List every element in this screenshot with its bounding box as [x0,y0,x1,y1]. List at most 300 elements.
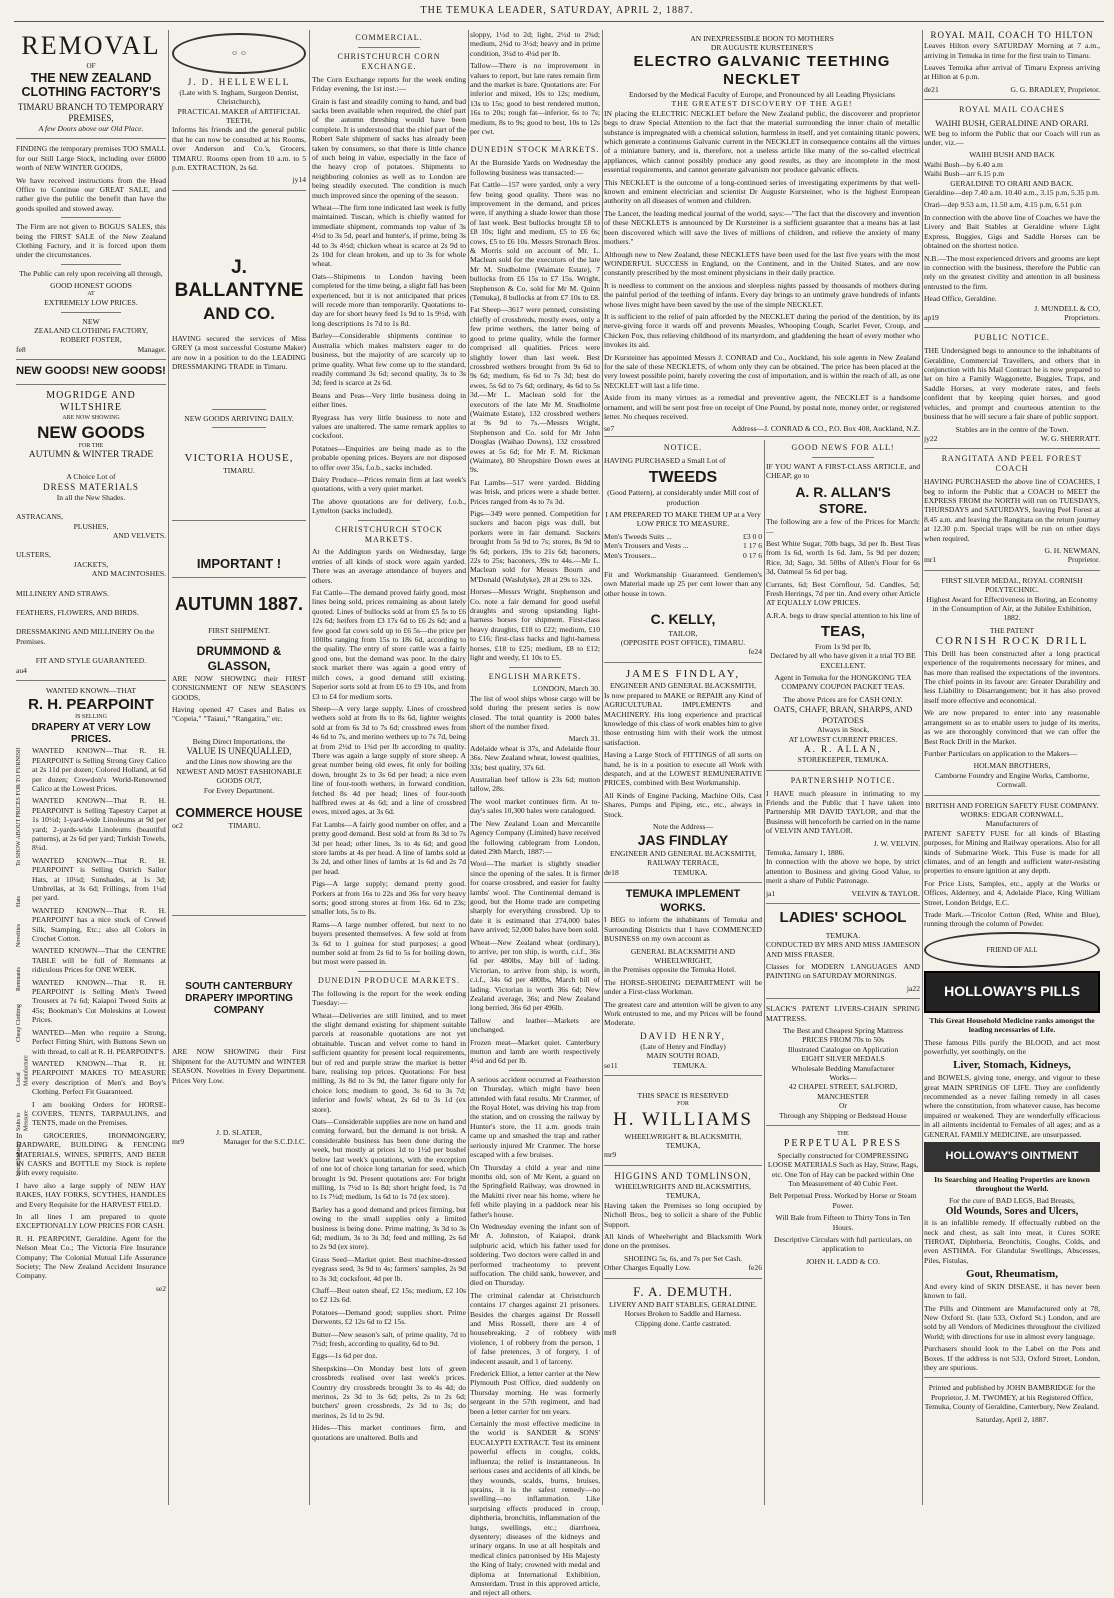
paragraph: I BEG to inform the inhabitants of Temuka and Surrounding Districts that I have COMMENCED BUSINESS on my own account as [604,915,762,944]
side-label: Local Industry [16,1141,22,1177]
paragraph: I HAVE much pleasure in intimating to my Friends and the Public that I have taken into Partnership MR DAVID TAYLOR, and that the Business will henceforth be carried on in the name of VELVIN AND TAYLOR. [766,788,920,836]
paragraph: Fat Cattle—The demand proved fairly good, most lines being sold, prices remaining as about lately quoted. Lines of bullocks sold at from £5 5s to £6 12s 6d; heifers from £3 17s 6d to £6 2s 6d; and a few good fat cows sold up to £6 5s—the price per 100lbs ranging from 15s to 18s 6d, according to the quality. The entry of store cattle was a fairly good one, but the demand was poor. In the dairy stock market there was again a good entry of milch cows, a good demand still existing. Superior sorts sold at from £6 to £9 10s, and from £3 to £4 for medium sorts. [312,588,466,701]
line: From 1s 9d per lb, [815,641,871,651]
paragraph: A serious accident occurred at Featherston on Thursday, which might have been attended with fatal results. Mr Cranmer, of the Royal Hotel, was driving his trap from the station, and on crossing the railway by Hunter's store, the 11 a.m. goods train came up and smashed the trap and rather seriously injured Mr Cranmer. The horse escaped with a few bruises. [470,1074,600,1160]
line: ULSTERS, [16,550,51,560]
section-rule [604,436,920,437]
paragraph: Beans and Peas—Very little business doing in either lines. [312,390,466,410]
paragraph: Having taken the Premises so long occupied by Nicholl Bros., beg to solicit a share of the Public Support. [604,1200,762,1229]
paragraph: All Kinds of Engine Packing, Machine Oils, Cast Shares, Pumps and Piping, etc., etc., always in Stock. [604,790,762,819]
paragraph: Wheat—Deliveries are still limited, and to meet the slight demand existing for shipment suitable parcels at reasonable quotations are not yet obtainable. Tuscan and velvet come to hand in sufficient quantity for present local requirements, but of red and purple straw the market is better bare, realising top prices. Quotations: For best milling, 3s 8d to 3s 9d, the latter figure only for choice lots; medium to good, 3s 6d to 3s 7d; inferior and fowls' wheat, 2s 6d to 3s 1d (ex store). [312,1010,466,1114]
paragraph: Hides—This market continues firm, and quotations are unaltered. Bulls and [312,1423,466,1442]
paragraph: The greatest care and attention will be given to any Work entrusted to me, and my Prices will be found Moderate. [604,999,762,1028]
section-heading: PUBLIC NOTICE. [974,333,1050,343]
section-heading: ROYAL MAIL COACHES [959,105,1065,115]
williams-heading: H. WILLIAMS [613,1109,753,1131]
paragraph: Ryegrass has very little business to note and values are unaltered. The same remark applies to cocksfoot. [312,412,466,441]
line: TEMUKA. [825,930,861,940]
masthead: THE TEMUKA LEADER, SATURDAY, APRIL 2, 1887. [420,5,694,16]
paragraph: Wheat—New Zealand wheat (ordinary), to arrive, per ton ship, is worth, c.i.f., 36s 6d per 480lbs, May bill of lading. Victorian, to arrive from ship, is worth, c.i.f., 34s 6d per 480lbs, March bill of lading. Victorian is worth 36s 6d; New Zealand average, 36s; and New Zealand long berried, 36s 6d per 496lb. [470,937,600,1013]
rock-drill-heading: CORNISH ROCK DRILL [935,635,1089,648]
paragraph: PATENT SAFETY FUSE for all kinds of Blasting purposes, for Mining and Railway operations. Also for all kinds of Submarine Work. This Fuse is made for all climates, and of an length and sufficient water-resisting properties to ensure ignition at any depth. [924,828,1100,876]
side-label: Novelties [16,924,22,948]
paragraph: Oats—Considerable supplies are now on hand and coming forward, but the demand is not brisk. A considerable business has been done during the week, but mostly at prices 1d to 1½d per bushel below last week's quotations, with the exception of one lot of choice long tartarian for seed, which brought 1s 9d. Present quotations are: For bright milling, 1s 7½d to 1s 8d; short bright feed, 1s 7d to 1s 7½d; medium, 1s 6d to 1s 7d (ex store). [312,1117,466,1202]
paragraph: Best White Sugar, 70lb bags, 3d per lb. Best Teas from 1s 6d, worth 1s 6d. Jam, 5s 9d per dozen; Rice, 3d; Sago, 3d. 50lbs of Allen's Flour for 6s 3d, Oatmeal 5s 6d per bag. [766,539,920,577]
paragraph: Certainly the most effective medicine in the world is SANDER & SONS' EUCALYPTI EXTRACT. Test its eminent powerful effects in coughs, colds, influenza; the relief is instantaneous. In serious cases and accidents of all kinds, be they wounds, scalds, burns, bruises, sprains, it is the safest remedy—no swelling—no inflammation. Like surprising effects produced in croup, diphtheria, bronchitis, inflammation of the lungs, swellings, etc.; diarrhoea, dysentery; diseases of the kidneys and urinary organs. In use at all hospitals and medical clinics patronised by His Majesty the King of Italy; crowned with medal and diploma at International Exhibition, Amsterdam. Trust in this approved article, and reject all others. [470,1419,600,1598]
paragraph: Having a Large Stock of FITTINGS of all sorts on hand, he is in a position to execute all Work with despatch, and at the LOWEST REMUNERATIVE PRICES, combined with Best Workmanship. [604,750,762,788]
paragraph: This Great Household Medicine ranks amongst the leading necessaries of Life. [929,1015,1095,1035]
paragraph: R. H. PEARPOINT, Geraldine. Agent for the Nelson Meat Co.; The Victoria Fire Insurance Company; The Colonial Mutual Life Assurance Society; The New Zealand Accident Insurance Company. [16,1233,166,1281]
paragraph: Adelaide wheat is 37s, and Adelaide flour 36s. New Zealand wheat, lowest qualities, 33s; best quality, 37s 6d. [470,743,600,772]
paragraph: It is sufficient to the relief of pain afforded by the NECKLET during the period of the dentition, by its nerve-giving force it wards off and prevents Measles, Whooping Cough, Scarlet Fever, Croup, and Chicken Pox, thus relieving childhood of its martyrdom, and gladdening the heart of every mother who invokes its aid. [604,311,920,350]
few-doors: A few Doors above our Old Place. [38,123,144,133]
paragraph: Australian beef tallow is 23s 6d; mutton tallow, 28s. [470,775,600,794]
line: TEMUKA. [672,1060,708,1070]
ad-code: mr9 [604,1150,617,1160]
paragraph: We are now prepared to enter into any reasonable arrangement so as to enable users to judge of its merits, as we are thoroughly convinced that we can offer the Best Rock Drill in the Market. [924,708,1100,746]
line: EXTREMELY LOW PRICES. [44,298,138,308]
line: OATS, CHAFF, BRAN, SHARPS, AND POTATOES [773,704,913,725]
line: MAIN SOUTH ROAD, [646,1051,720,1061]
line: FIRST SHIPMENT. [208,625,270,635]
paragraph: The list of wool ships whose cargo will be sold during the present series is now closed. The total quantity is 2000 bales short of the number fixed. [470,693,600,732]
side-label: Local Manufacture [16,1055,30,1087]
price-label: Men's Trousers and Vests ... [604,541,689,551]
line: Manufacturers of [985,819,1039,829]
side-label: Cheap Clothing [16,1004,22,1043]
paragraph: Further Particulars on application to the Makers— [924,748,1078,758]
ad-code: jy14 [292,175,306,185]
line: Temuka, January 1, 1886. [766,848,845,858]
paragraph: WANTED KNOWN—That R. H. PEARPOINT is Selling Tapestry Carpet at 1s 10½d; 1-yard-wide Linoleums at 9d per yard; 2-yards-wide Linoleums (beautiful patterns), at 2s 6d per yard; Turkish Towels, 8¼d. [32,796,166,853]
section-heading: CHRISTCHURCH STOCK MARKETS. [335,524,443,544]
line: AT [87,290,95,297]
paragraph: WANTED KNOWN—That R. H. PEARPOINT is Selling Strong Grey Calico at 2s 11d per dozen; Colored Holland, at 6d per dozen; Crewdon's World-Renowned Calico at the Lowest Prices. [32,746,166,793]
paragraph: The Corn Exchange reports for the week ending Friday evening, the 1st inst.:— [312,74,466,94]
holloways-ointment-banner: HOLLOWAY'S OINTMENT [924,1142,1100,1172]
ballantyne-heading: J. BALLANTYNE [174,256,304,302]
line: THE GREATEST DISCOVERY OF THE AGE! [671,99,853,109]
paragraph: it is an infallible remedy. If effectually rubbed on the neck and chest, as salt into meat, it Cures SORE THROAT, Diphtheria, Bronchitis, Coughs, Colds, and even ASTHMA. For Glandular Swellings, Abscesses, Piles, Fistulas, [924,1218,1100,1265]
line: DRESSMAKING AND MILLINERY On the Premises. [16,627,155,646]
side-label: Hats [16,896,22,908]
line: WANTED KNOWN—THAT [45,686,137,696]
paragraph: Orari—dep 9.53 a.m, 11.50 a.m, 4.15 p.m, 6.51 p.m [924,200,1082,210]
teas-heading: TEAS, [820,623,866,641]
paragraph: IN placing the ELECTRIC NECKLET before the New Zealand public, the discoverer and proprietor begs to draw Special Attention to the fact that the material surrounding the inner chain of metallic substance is impregnated with a chemical solution, harmless in itself, and yet containing titanic powers, which generate a continuous Galvanic current in the NECKLET in consequence contains all the virtues of a miniature battery, and is, therefore, not a useless article like many of the so-called electrical appliances, which cannot possibly produce any good results, as they are incomplete in the most essential requirements, and cannot generate galvanism nor produce galvanic effects. [604,108,920,175]
line: ZEALAND CLOTHING FACTORY, [34,325,148,335]
paragraph: Declared by all who have given it a trial TO BE EXCELLENT. [770,651,916,670]
line: Being Direct Importations, the [192,736,286,746]
paragraph: Having opened 47 Cases and Bales ex "Copeia," "Taiaui," "Rangatira," etc. [172,704,306,724]
line: VELVIN & TAYLOR. [851,888,920,898]
line: FIT AND STYLE GUARANTEED. [35,656,147,666]
column-1 [16,30,166,1509]
new-goods-heading: NEW GOODS [37,422,145,442]
line: AND MACINTOSHES. [91,569,166,579]
column-3 [312,30,466,1509]
line: NEW GOODS ARRIVING DAILY. [184,413,294,423]
paragraph: Dr Kursteiner has appointed Messrs J. CONRAD and Co., Auckland, his sole agents in New Zealand for the sale of these NECKLETS, of whom only they can be obtained. The price has been placed at the very lowest possible point, barely covering the cost of importation, and is within the reach of all, as one NECKLET will last a life time. [604,352,920,390]
line: Proprietor. [1067,555,1100,565]
royal-mail-heading: ROYAL MAIL COACH TO HILTON [930,30,1094,40]
paragraph: Fat Lambs—517 were yarded. Bidding was brisk, and prices were a shade better. Prices ranged from 4s to 7s 3d. [470,477,600,506]
ad-code: ja22 [906,983,920,993]
section-heading: COMMERCIAL. [355,33,423,42]
line: ASTRACANS, [16,512,64,522]
line: A Choice Lot of [66,472,116,482]
mogridge-heading: MOGRIDGE AND WILTSHIRE [46,389,136,414]
line: THIS SPACE IS RESERVED [637,1091,729,1101]
pearpoint-heading: R. H. PEARPOINT [28,695,154,713]
paragraph: I am booking Orders for HORSE-COVERS, TENTS, TARPAULINS, and TENTS, made on the Premises. [32,1099,166,1128]
victoria-heading: VICTORIA HOUSE, [184,452,294,465]
section-heading: RANGITATA AND PEEL FOREST COACH [941,454,1083,474]
paragraph: All kinds of Wheelwright and Blacksmith Work done on the premises. [604,1231,762,1251]
line: THE [837,1131,849,1137]
paragraph: The HORSE-SHOEING DEPARTMENT will be under a First-class Workman. [604,977,762,997]
paragraph: Grass Seed—Market quiet. Best machine-dressed ryegrass seed, 3s 9d to 4s; farmers' samples, 2s 9d to 3s 3d; cocksfoot, 4d per lb. [312,1254,466,1283]
line: TIMARU. [228,821,261,831]
column-2 [172,30,306,1509]
price-label: Men's Trousers... [604,550,657,560]
line: W. G. SHERRATT. [1040,433,1100,443]
friend-of-all-logo: FRIEND OF ALL [924,932,1100,969]
ad-code: mr9 [172,1137,185,1147]
paragraph: The following is the report for the week ending Tuesday:— [312,988,466,1008]
ad-code: fe24 [748,647,762,657]
line: G. G. BRADLEY, Proprietor. [1010,84,1100,94]
paragraph: The New Zealand Loan and Mercantile Agency Company (Limited) have received the following cablegram from London, dated 29th March, 1887:— [470,818,600,856]
paragraph: I AM PREPARED TO MAKE THEM UP at a Very LOW PRICE TO MEASURE. [605,509,761,529]
paragraph: Informs his friends and the general public that he can now be consulted at his Rooms, over Anderson and Co.'s, Grocers, TIMARU. Rooms open from 10 a.m. to 5 p.m. EXTRACTION, 2s 6d. [172,125,306,173]
paragraph: Belt Perpetual Press. Worked by Horse or Steam Power. [769,1191,917,1210]
line: WAIHI BUSH AND BACK [969,150,1055,160]
drapery-heading: DRAPERY AT VERY LOW PRICES. [31,721,151,745]
higgins-heading: HIGGINS AND TOMLINSON, [614,1170,752,1181]
line: THE PATENT [989,625,1035,635]
line: The Best and Cheapest Spring Mattress [782,1025,903,1035]
ballantyne-heading: AND CO. [203,303,275,323]
paragraph: Chaff—Best oaten sheaf, £2 15s; medium, £2 10s to £2 12s 6d. [312,1285,466,1305]
line: TEMUKA. [673,867,708,877]
section-heading: NOTICE. [663,443,703,452]
paragraph: WANTED—Men who require a Strong, Perfect Fitting Shirt, with Buttons Sewn on with thread, to call at R. H. PEARPOINT'S. [32,1027,166,1056]
line: G. H. NEWMAN, [1044,545,1100,555]
paragraph: Rams—A large number offered, but next to no buyers presented themselves. A few sold at from 3s 6d to 1 guinea for stud purposes; a good number sold at from 2s 6d to 5s for boiling down, but most were passed in. [312,919,466,967]
paragraph: Sheepskins—On Monday best lots of green crossbreds realised over last week's prices. Country dry crossbreds brought 3s to 4s 4d; do merinos, 2s 3d to 3s 6d; pelts, 2s to 2s 6d; butchers' green crossbreds, 2s 3d to 3s; do merinos, 2s 1d to 2s 9d. [312,1363,466,1420]
line: RAILWAY TERRACE, [647,858,719,868]
section-heading: PARTNERSHIP NOTICE. [790,775,896,785]
line: TAILOR, [668,628,698,638]
ad-code: se2 [155,1283,166,1293]
price-value: 1 17 6 [743,541,762,551]
paragraph: Barley has a good demand and prices firming, but owing to the small supplies only a limited business is being done. Prime malting, 3s 3d to 3s 6d; medium, 3s to 3s 3d; feed and milling, 2s 6d to 2s 9d (ex store). [312,1204,466,1252]
paragraph: Classes for MODERN LANGUAGES AND PAINTING on SATURDAY MORNINGS. [766,961,920,981]
perpetual-heading: PERPETUAL PRESS [783,1138,903,1150]
ad-code: ap19 [924,312,939,322]
line: FOR THE [78,443,104,450]
line: J. MUNDELL & CO, [1034,303,1100,313]
paragraph: WANTED KNOWN—That R. H. PEARPOINT has a nice stock of Crewel Silk, Stamping, Etc.; also all Colors in Crochet Cotton. [32,905,166,944]
paragraph: THE Undersigned begs to announce to the inhabitants of Geraldine, Commercial Travellers, and others that in conjunction with his Mail Contract he is now prepared to let on hire a Family Waggonette, Buggies, Traps, and Saddle Horses, at very moderate rates, and feels confident that by keeping quiet horses, and good vehicles, and prompt and courteous attention to the business that he will secure a fair share of public support. [924,346,1100,422]
ad-code: oc2 [172,821,183,831]
line: TIMARU. [223,465,255,475]
line: AND VELVETS. [112,531,166,541]
line: Waihi Bush—arr 6.15 p.m [924,169,1005,179]
ad-code: se11 [604,1060,618,1070]
masthead-rule [14,21,1104,22]
paragraph: Fit and Workmanship Guaranteed. Gentlemen's own Material made up 25 per cent lower than any other house in town. [604,569,762,598]
line: WAIHI BUSH, GERALDINE AND ORARI. [935,118,1089,129]
line: Proprietors. [1064,312,1100,322]
line: AT LOWEST CURRENT PRICES. [788,734,898,744]
ladies-school-heading: LADIES' SCHOOL [779,909,907,927]
necklet-heading: ELECTRO GALVANIC TEETHING NECKLET [633,52,891,89]
paragraph: And every kind of SKIN DISEASE, it has never been known to fail. [924,1281,1100,1301]
paragraph: SLACK'S PATENT LIVERS-CHAIN SPRING MATTRESS. [766,1004,920,1023]
line: Waihi Bush—by 6.40 a.m [924,159,1003,169]
paragraph: ARE NOW SHOWING their FIRST CONSIGNMENT OF NEW SEASON'S GOODS, [172,673,306,702]
paragraph: Wheat—The firm tone indicated last week is fully maintained. Tuscan, which is chiefly wanted for immediate shipment, commands top value of 3s 4½d to 3s 5d, pearl and hunter's, if prime, bring 3s 4d to 3s 4½d; chicken wheat is scarce at 2s 9d to 2s 10d for clean broken, and up to 3s for whole wheat. [312,203,466,269]
jas-findlay-heading: JAS FINDLAY [637,831,729,848]
line: BRITISH AND FOREIGN SAFETY FUSE COMPANY. [925,800,1099,810]
paragraph: Barley—Considerable shipments continue to Australia which makes maltsters eager to do business, but the majority of are scarcely up to prime quality. What few come up to the standard, readily command 3s 6d; second quality, 3s to 3s 3d; feed is scarce at 2s 6d. [312,331,466,388]
of-label: OF [86,62,96,71]
paragraph: Wool—The market is slightly steadier since the opening of the sales. It is firmer for coarse crossbred, and easier for faulty lambs' wool. The Continental demand is good, but the Home trade are competing sharply for everything crossbred. Up to date it is estimated that 274,000 bales have arrived; 52,000 bales have been sold. [470,859,600,935]
line: The above Prices are for CASH ONLY. [783,694,903,704]
line: NEWEST AND MOST FASHIONABLE GOODS OUT, [176,766,302,786]
paragraph: Fat Lambs—A fairly good number on offer, and a pretty good demand. Best sold at from 8s 3d to 7s 3d per head; other lines, 3s to 4s 6d; and good store lambs at 4s per head. A line of lambs sold at 3s 2d, and other lines of lambs at 1s 6d and 2s 7d per head. [312,819,466,876]
paragraph: WANTED KNOWN—That the CENTRE TABLE will be full of Remnants at ridiculous Prices for ONE WEEK. [32,946,166,975]
line: Note the Address— [653,822,713,832]
paragraph: Grain is fast and steadily coming to hand, and bad sacks been available when required, the chief part of the autumn threshing would have been complete. It is understood that the chief part of the Robert Sale shipment of sacks has already been taken by consumers, so that there is little chance of such being in value, especially in the face of the heavy crop of potatoes. Shipments to neighboring colonies as well as to London are being steadily executed. The condition is much much improved since the opening of the season. [312,96,466,200]
paragraph: Oats—Shipments to London having been completed for the time being, a slight fall has been experienced, but it is not anticipated that prices will recede more than temporarily. Quotations to-day are for short heavy feed 1s 9d to 1s 9½d, with long descriptions 1s 7d to 1s 8d. [312,271,466,328]
paragraph: sloppy, 1½d to 2d; light, 2½d to 2¾d; medium, 2¾d to 3½d; heavy and in prime condition, 3¼d to 4¼d per lb. [470,30,600,58]
sc-drapery-heading: SOUTH CANTERBURY DRAPERY IMPORTING COMPANY [185,981,293,1017]
paragraph: The criminal calendar at Christchurch contains 17 charges against 21 prisoners. Besides the charges against Dr Rossell and Miss Rossell, there are 4 of housebreaking, 2 of robbery with violence, 1 of robbery from the person, 1 of false pretences, 3 of forgery, 1 of indecent assault, and 1 of larceny. [470,1290,600,1366]
ad-code: ja1 [766,888,776,898]
column-rule [468,30,469,1505]
line: GERALDINE TO ORARI AND BACK. [950,178,1074,188]
line: Or [838,1101,847,1111]
line: VALUE IS UNEQUALLED, [186,746,292,757]
drummond-heading: DRUMMOND & GLASSON, [196,643,282,673]
paragraph: Fat Sheep—3617 were penned, consisting chiefly of crossbreds, mostly ewes, only a few prime wethers, the latter being of good to prime quality, while the former comprised all qualities. Prices were slightly lower than last week. Best crossbred wethers brought from 9s 6d to 9s 6d; medium, 6s 6d to 7s 3d; best do ewes, 5s 6d to 7s 6d; ordinary, 4s 6d to 5s 3d.—Mr L. Maclean sold for the executors of the late Mr M. Studholme (Waimate Estate), 132 crossbred wethers at 9s 9d to 7s.—Messrs Wright, Stephenson and Co. sold for Mr John Douglas (Waihao Downs), 132 crossbred ewes at 5s 6d; for Mr F. M. Rickman (Waimate), 80 Shropshire Down ewes at 9s. [470,305,600,475]
line: GOOD HONEST GOODS [50,281,132,291]
paragraph: WANTED KNOWN—That R. H. PEARPOINT is Selling Men's Tweed Trousers at 7s 6d; Kaiapoi Tweed Suits at 45s; Bookman's Cut Moleskins at Lowest Prices. [32,977,166,1025]
store-heading: STORE. [818,501,868,517]
ad-code: mr8 [604,1327,617,1337]
line: ARE NOW SHOWING [62,414,120,421]
paragraph: In connection with the above line of Coaches we have the Livery and Bait Stables at Geraldine where Light Express, Buggies, Gigs and Saddle Horses can be obtained on the shortest notice. [924,212,1100,251]
line: Old Wounds, Sores and Ulcers, [945,1205,1079,1217]
line: FIRST SILVER MEDAL, ROYAL CORNISH POLYTECHNIC. [941,575,1083,595]
paragraph: Geraldine—dep 7.40 a.m. 10.40 a.m., 3.15 p.m, 5.35 p.m. [924,188,1100,198]
line: A. R. ALLAN, [804,744,882,755]
line: DAVID HENRY, [640,1030,726,1041]
section-heading: DUNEDIN PRODUCE MARKETS. [317,975,460,985]
paragraph: Agent in Temuka for the HONGKONG TEA COMPANY COUPON PACKET TEAS. [774,673,912,692]
commerce-heading: COMMERCE HOUSE [175,804,303,820]
line: WORKS: EDGAR CORNWALL. [960,809,1064,819]
implement-heading: TEMUKA IMPLEMENT WORKS. [625,888,741,914]
price-label: Men's Tweeds Suits ... [604,531,672,541]
paragraph: FINDING the temporary premises TOO SMALL for our Still Large Stock, including over £6000 worth of NEW WINTER GOODS, [16,144,166,173]
column-5b [766,440,920,1509]
line: In all the New Shades. [56,492,126,502]
dentist-logo: ☺ ☺ [172,33,306,74]
paragraph: Frederick Elliot, a letter carrier at the New Plymouth Post Office, died suddenly on Thursday morning. He was formerly sergeant in the 57th regiment, and had been a letter carrier for ten years. [470,1369,600,1416]
paragraph: WE beg to inform the Public that our Coach will run as under, viz.— [924,128,1100,148]
ad-code: se7 [604,424,615,434]
paragraph: I have also a large supply of NEW HAY RAKES, HAY FORKS, SCYTHES, HANDLES and Every Requisite for the HARVEST FIELD. [16,1180,166,1209]
ad-code: de18 [604,867,619,877]
line: 42 CHAPEL STREET, SALFORD, MANCHESTER [788,1082,898,1101]
line: Endorsed by the Medical Faculty of Europe, and Pronounced by all Leading Physicians [629,90,895,99]
dateline: March 31. [568,734,600,744]
line: ENGINEER AND GENERAL BLACKSMITH, [609,681,757,691]
paragraph: On Wednesday evening the infant son of Mr A. Johnston, of Kaiapoi, drank sulphuric acid, which his father used for soldering. Two doctors were called in and performed tracheotomy to prevent suffocation. The child sank, however, and died on Thursday. [470,1221,600,1288]
line: Manager for the S.C.D.I.C. [223,1137,306,1147]
section-heading: CHRISTCHURCH CORN EXCHANGE. [337,51,441,71]
paragraph: At the Addington yards on Wednesday, large entries of all kinds of stock were again yarded. There was an average attendance of buyers and others. [312,547,466,585]
paragraph: Descriptive Circulars with full particulars, on application to [774,1235,912,1254]
paragraph: For Price Lists, Samples, etc., apply at the Works or Offices, Alderney, and 4, Adelaide Place, King William Street, London Bridge, E.C. [924,878,1100,907]
line: PRACTICAL MAKER of ARTIFICIAL TEETH, [177,106,301,126]
paragraph: Sheep—A very large supply. Lines of crossbred wethers sold at from 8s to 8s 6d, lighter weights sold at from 6s 3d to 7s 6d; crossbred ewes from 4s 6d to 7s, and merino wethers up to 7s 7d, being at from 2½d to 1¾d per lb according to quality. There was again a large supply of store sheep. A great number being old ewes, fit only for boiling down, brought 2s to 3s 6d per head; a nice even line of four-tooth wethers, in forward condition, fetched 8s 4d per head; lines of four-tooth halfbred ewes at 4s 6d; and a line of crossbred ewes, mixed ages, at 3s 6d. [312,703,466,817]
paragraph: Frozen meat—Market quiet. Canterbury mutton and lamb are worth respectively 4½d and 6d per lb. [470,1037,600,1066]
paragraph: The Public can rely upon receiving all through, [19,268,163,278]
paragraph: CONDUCTED BY MRS AND MISS JAMIESON AND MISS FRASER. [766,940,920,959]
paragraph: Potatoes—Demand good; supplies short. Prime Derwents, £2 12s 6d to £2 15s. [312,1307,466,1327]
paragraph: The Lancet, the leading medical journal of the world, says:—"The fact that the discovery and invention of these NECKLETS is announced by Dr Kursteiner is a sufficient guarantee that a means has at last been discovered which will save the lives of millions of children, and relieve the anxiety of many mothers." [604,208,920,247]
line: (Late with S. Ingham, Surgeon Dentist, Christchurch), [179,87,299,107]
line: (Late of Henry and Findlay) [640,1041,726,1051]
line: DR AUGUSTE KURSTEINER'S [710,43,814,53]
ad-code: de21 [924,84,939,94]
line: Stables are in the centre of the Town. [955,424,1069,434]
price-value: 0 17 6 [743,550,762,560]
autumn-heading: AUTUMN 1887. [174,594,304,615]
column-rule [309,30,310,1505]
ad-code: fe8 [16,344,26,354]
line: For the cure of BAD LEGS, Bad Breasts, [949,1196,1075,1206]
line: NEW [82,316,100,326]
line: GENERAL BLACKSMITH AND WHEELWRIGHT, [630,946,736,965]
paragraph: Leaves Hilton every SATURDAY Morning at 7 a.m., arriving in Temuka in time for the first train to Timaru. [924,41,1100,60]
paragraph: We have received instructions from the Head Office to Continue our GREAT SALE, and rather give the public the benefit than have the goods spoiled and stowed away. [16,175,166,213]
line: and the Lines now showing are the [186,757,292,767]
paragraph: In GROCERIES, IRONMONGERY, HARDWARE, BUILDING & FENCING MATERIALS, WINES, SPIRITS, AND BEER IN CASKS and BOTTLE my Stock is replete with every requisite. [16,1130,166,1178]
line: Manager. [137,344,166,354]
paragraph: Pigs—349 were penned. Competition for suckers and bacon pigs was dull, but porkers were in fair demand. Suckers brought from 5s 9d to 7s; stores, 8s 9d to 9s 6d; porkers, 19s to 21s 6d; baconers, 22s to 25s; baconers, 39s to 44s.—Mr L. Maclean sold for Messrs Bourn and M'Donald (Washdyke), 28 at 29s to 32s. [470,509,600,584]
paragraph: Is now prepared to MAKE or REPAIR any Kind of AGRICULTURAL IMPLEMENTS and MACHINERY. His long experience and practical knowledge of this class of work enables him to give those entrusting him with their work the utmost satisfaction. [604,690,762,747]
line: EIGHT SILVER MEDALS [801,1054,885,1064]
section-heading: ENGLISH MARKETS. [488,671,582,681]
allan-heading: A. R. ALLAN'S [795,483,891,500]
line: Illustrated Catalogue on Application [787,1044,899,1054]
line: For Every Department. [203,785,275,795]
line: TEMUKA, [665,1140,701,1150]
line: Liver, Stomach, Kidneys, [953,1059,1071,1072]
column-rule [922,30,923,1505]
paragraph: At the Burnside Yards on Wednesday the following business was transacted:— [470,158,600,177]
line: Wholesale Bedding Manufacturer [791,1063,895,1073]
paragraph: Horses—Messrs Wright, Stephenson and Co. note a fair demand for good useful draughts and strong upstanding light-harness horses for shipment. First-class heavy draughts, £18 to £22; medium, £10 to £16; first-class hacks and light-harness horses, £18 to £25; medium, £8 to £12; light and weedy, £1 10s to £5. [470,587,600,663]
line: J. D. SLATER, [216,1128,262,1138]
timaru-branch: TIMARU BRANCH TO TEMPORARY PREMISES, [17,101,165,123]
paragraph: Tallow—There is no improvement in values to report, but late rates remain firm and the market is bare. Quotations are: For inferior and mixed, 10s to 12s; medium, 13s to 15s; good to best rendered mutton, 16s to 20s; rough fat—inferior, 6s to 7s; medium, 8s to 9s; good to best, 10s to 12s per cwt. [470,61,600,137]
line: JACKETS, [73,559,109,569]
paragraph: Leaves Temuka after arrival of Timaru Express arriving at Hilton at 6 p.m. [924,62,1100,82]
demuth-heading: F. A. DEMUTH. [633,1283,733,1299]
paragraph: Its Searching and Healing Properties are known throughout the World. [934,1174,1090,1193]
removal-heading: REMOVAL [21,31,161,60]
paragraph: Although new to New Zealand, these NECKLETS have been used for the last five years with the most WONDERFUL SUCCESS in England, on the Continent, and in the United States, and are now constantly prescribed by the most eminent physicians in their daily practice. [604,249,920,278]
paragraph: WANTED KNOWN—That R. H. PEARPOINT is Selling Ostrich Sailor Hats, at 10¼d; Sunshades, at 1s 3d; Umbrellas, at 3s 6d; Frillings, from 1¼d per yard. [32,855,166,903]
line: PRICES FROM 70s to 50s [802,1035,884,1045]
line: AUTUMN & WINTER TRADE [28,450,154,461]
line: MILLINERY AND STRAWS. [16,588,109,598]
paragraph: ARE NOW SHOWING their First Shipment for the AUTUMN and WINTER SEASON. Novelties in Every Department. Prices Very Low. [172,1047,306,1085]
ad-code: jy22 [924,433,938,443]
line: (OPPOSITE POST OFFICE), TIMARU. [620,637,746,647]
ad-code: au4 [16,665,27,675]
paragraph: in the Premises opposite the Temuka Hotel. [604,965,736,975]
line: ROBERT FOSTER, [60,335,122,345]
paragraph: The following are a few of the Prices for March:— [766,517,920,536]
price-value: £3 0 0 [743,531,762,541]
paragraph: Highest Award for Effectiveness in Boring, an Economy in the Consumption of Air, at the Jubilee Exhibition, 1882. [926,594,1098,623]
imprint: Printed and published by JOHN BAMBRIDGE for the Proprietor, J. M. TWOMEY, at his Registered Office, Temuka, County of Geraldine, Canterbury, New Zealand. [924,1383,1100,1412]
line: Head Office, Geraldine. [924,294,997,304]
paragraph: Butter—New season's salt, of prime quality, 7d to 7½d; fresh, according to quality, 6d to 9d. [312,1329,466,1348]
hellewell-heading: J. D. HELLEWELL [187,76,291,87]
paragraph: Specially constructed for COMPRESSING LOOSE MATERIALS Such as Hay, Straw, Rags, etc. One Ton of Hay can be packed within One Ton Measurement of 40 Cubic Feet. [767,1150,919,1189]
paragraph: The Pills and Ointment are Manufactured only at 78, New Oxford St. (late 533, Oxford St.) London, and are sold by all Vendors of Medicines throughout the civilized World; with directions for use in almost every language. [924,1303,1100,1341]
side-label: Suits to Measure [16,1110,30,1132]
line: DRESS MATERIALS [43,481,139,492]
paragraph: This NECKLET is the outcome of a long-continued series of investigating experiments by that well-known and eminent electrician and scientist Dr Auguste Kursteiner, who is the highest European authority on all diseases of women and children. [604,177,920,206]
line: WHEELWRIGHT & BLACKSMITH, [624,1131,742,1141]
line: JOHN H. LADD & CO. [806,1256,880,1266]
line: Address—J. CONRAD & CO., P.O. Box 408, Auckland, N.Z. [731,424,920,434]
line: Always in Stock, [816,725,870,735]
important-heading: IMPORTANT ! [196,556,282,572]
paragraph: The wool market continues firm. At to-day's sales 10,300 bales were catalogued. [470,796,600,816]
line: Works— [829,1072,857,1082]
imprint-date: Saturday, April 2, 1887. [975,1414,1049,1424]
findlay-heading: JAMES FINDLAY, [625,667,741,680]
tweeds-heading: TWEEDS [648,469,718,487]
line: SHOEING 5s, 6s, and 7s per Set Cash. [623,1253,743,1263]
line: Through any Shipping or Bedstead House [779,1110,907,1120]
paragraph: These famous Pills purify the BLOOD, and act most powerfully, yet soothingly, on the [924,1037,1100,1057]
line: ENGINEER AND GENERAL BLACKSMITH, [609,848,757,858]
side-label: To SHOW ABOUT PRICES FOR TO FURNISH [16,747,22,867]
column-5a [604,440,762,1509]
paragraph: Trade Mark.—Tricolor Cotton (Red, White and Blue), running through the column of Powder. [924,910,1100,929]
line: Gout, Rheumatism, [966,1268,1058,1281]
holloways-pills-banner: HOLLOWAY'S PILLS [924,971,1100,1012]
paragraph: Purchasers should look to the Label on the Pots and Boxes. If the address is not 533, Oxford Street, London, they are spurious. [924,1344,1100,1373]
paragraph: HAVING PURCHASED a Small Lot of [604,455,726,465]
paragraph: It is needless to comment on the anxious and sleepless nights passed by thousands of mothers during the painful period of the teething of infants. Every day brings to an untimely grave hundreds of infants whose lives might have been saved by the use of the simple NECKLET. [604,280,920,309]
paragraph: In connection with the above we hope, by strict attention to Business and giving Good Value, to merit a share of Public Patronage. [766,857,920,886]
paragraph: HAVING secured the services of Miss GREY (a most successful Costume Maker) are now in a position to do the LEADING DRESSMAKING TRADE in Timaru. [172,334,306,372]
paragraph: This Drill has been constructed after a long practical experience of the requirements necessary for mines, and has more than realised the expectations of the inventors. The chief points in its favour are: Greater Durability and less Liability to Disarrangement; but it has also proved itself more effective and economical. [924,648,1100,705]
